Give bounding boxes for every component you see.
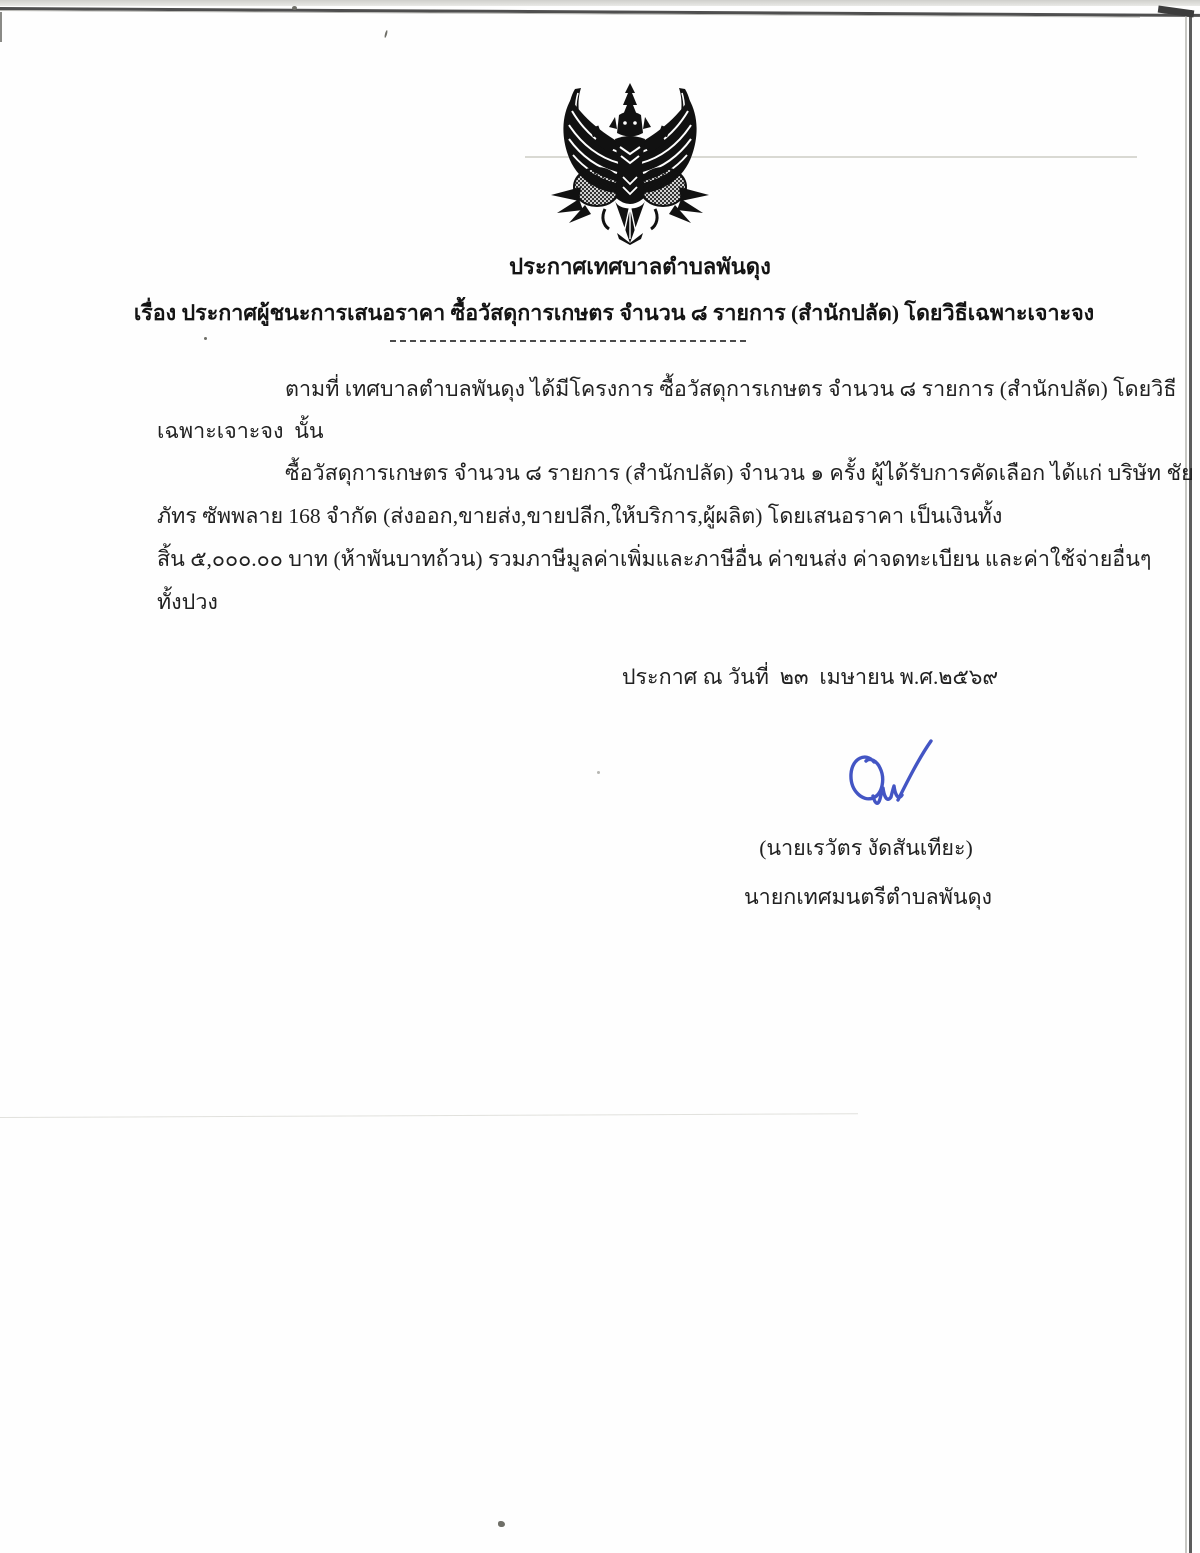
document-title: ประกาศเทศบาลตำบลพันดุง [509, 254, 771, 279]
scan-speck [597, 771, 600, 774]
scan-fold-line [0, 1113, 858, 1118]
scan-speck [384, 30, 388, 38]
body-line: เฉพาะเจาะจง นั้น [157, 419, 324, 443]
scan-left-edge-mark [0, 12, 2, 42]
body-line: ซื้อวัสดุการเกษตร จำนวน ๘ รายการ (สำนักปลัด) จำนวน ๑ ครั้ง ผู้ได้รับการคัดเลือก ได้แก่ บริษัท ชัย [285, 461, 1194, 485]
body-line: สิ้น ๕,๐๐๐.๐๐ บาท (ห้าพันบาทถ้วน) รวมภาษีมูลค่าเพิ่มและภาษีอื่น ค่าขนส่ง ค่าจดทะเบียน และค่าใช้จ่ายอื่นๆ [157, 547, 1152, 571]
body-line: ตามที่ เทศบาลตำบลพันดุง ได้มีโครงการ ซื้อวัสดุการเกษตร จำนวน ๘ รายการ (สำนักปลัด) โดยวิธี [285, 377, 1177, 401]
scan-top-band [0, 0, 1200, 6]
body-line: ภัทร ซัพพลาย 168 จำกัด (ส่งออก,ขายส่ง,ขายปลีก,ให้บริการ,ผู้ผลิต) โดยเสนอราคา เป็นเงินทั้ง [157, 504, 1003, 528]
scan-right-edge-line [1189, 10, 1192, 1553]
signature-ink [840, 738, 940, 826]
scan-right-edge-shadow [1185, 10, 1187, 1553]
announcement-date: ประกาศ ณ วันที่ ๒๓ เมษายน พ.ศ.๒๕๖๙ [621, 665, 999, 689]
body-line: ทั้งปวง [157, 590, 218, 614]
document-subject: เรื่อง ประกาศผู้ชนะการเสนอราคา ซื้อวัสดุการเกษตร จำนวน ๘ รายการ (สำนักปลัด) โดยวิธีเฉพาะเจาะจง [133, 301, 1095, 325]
scan-speck [292, 6, 297, 10]
scan-speck [498, 1521, 505, 1527]
scan-speck [204, 337, 207, 340]
divider-dashes [390, 340, 746, 342]
signer-name: (นายเรวัตร งัดสันเทียะ) [759, 836, 973, 860]
garuda-emblem-icon [545, 83, 715, 245]
signer-title: นายกเทศมนตรีตำบลพันดุง [743, 885, 993, 909]
